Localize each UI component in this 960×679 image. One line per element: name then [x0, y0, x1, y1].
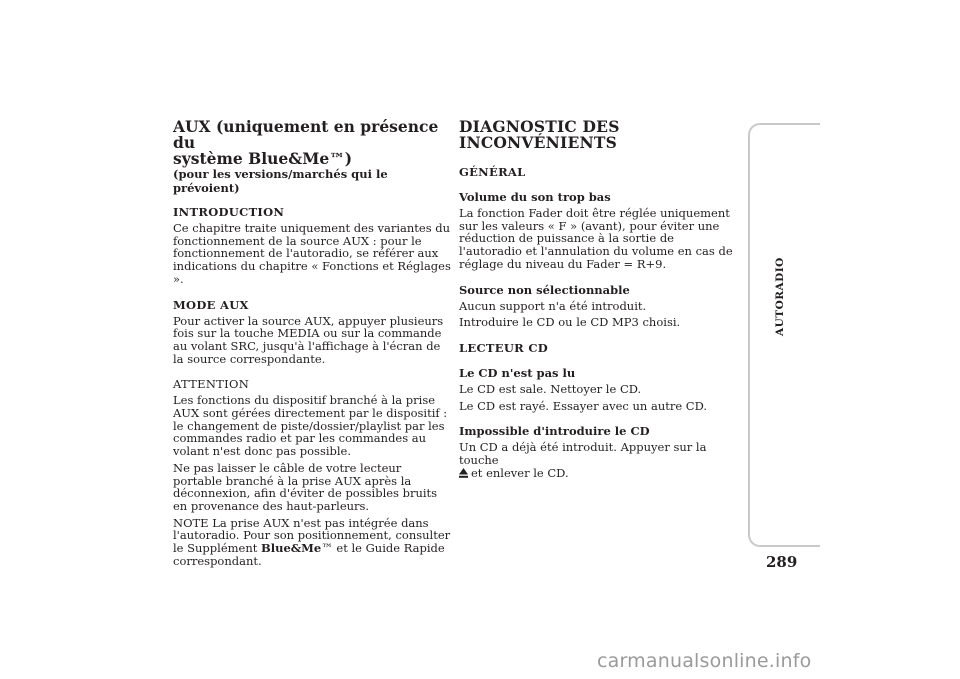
aux-title: AUX (uniquement en présence du système Blue&Me™)	[173, 117, 439, 168]
cd-not-read-heading: Le CD n'est pas lu	[459, 365, 576, 380]
source-heading: Source non sélectionnable	[459, 282, 630, 297]
intro-heading: INTRODUCTION	[173, 205, 285, 219]
mode-aux-heading: MODE AUX	[173, 297, 249, 312]
attention-text-2: Ne pas laisser le câble de votre lecteur portable branché à la prise AUX après la déconnexion, afin d'éviter de possibles bruits en provenance des haut-parleurs.	[173, 460, 438, 513]
cd-player-heading: LECTEUR CD	[459, 340, 549, 355]
cd-not-read-text-2: Le CD est rayé. Essayer avec un autre CD.	[459, 398, 708, 413]
volume-text: La fonction Fader doit être réglée uniquement sur les valeurs « F » (avant), pour éviter une réduction de puissance à la sortie de l'autoradio et l'annulation du volume en cas de réglage du niveau du Fader = R+9.	[459, 206, 733, 271]
attention-text-1: Les fonctions du dispositif branché à la prise AUX sont gérées directement par le dispositif : le changement de piste/dossier/playlist par les commandes radio et par les commandes au volant n'est donc pas possible.	[173, 393, 448, 459]
diagnostic-title: DIAGNOSTIC DES INCONVÉNIENTS	[459, 117, 620, 152]
aux-subtitle: (pour les versions/marchés qui le prévoient)	[173, 167, 388, 195]
mode-aux-text: Pour activer la source AUX, appuyer plusieurs fois sur la touche MEDIA ou sur la commande au volant SRC, jusqu'à l'affichage à l'écran de la source correspondante.	[173, 313, 444, 366]
right-column	[459, 119, 739, 483]
cd-insert-text: Un CD a déjà été introduit. Appuyer sur la touche et enlever le CD.	[459, 440, 707, 480]
page-number: 289	[766, 553, 798, 571]
source-text-2: Introduire le CD ou le CD MP3 choisi.	[459, 315, 681, 330]
source-text-1: Aucun support n'a été introduit.	[459, 298, 647, 313]
general-heading: GÉNÉRAL	[459, 165, 526, 179]
cd-not-read-text-1: Le CD est sale. Nettoyer le CD.	[459, 381, 642, 396]
note-text: NOTE La prise AUX n'est pas intégrée dans l'autoradio. Pour son positionnement, consulter le Supplément Blue&Me™ et le Guide Rapide correspondant.	[173, 515, 451, 568]
left-column	[173, 119, 453, 571]
intro-text: Ce chapitre traite uniquement des variantes du fonctionnement de la source AUX : pour le fonctionnement de l'autoradio, se référer aux indications du chapitre « Fonctions et Réglages ».	[173, 221, 451, 286]
watermark: carmanualsonline.info	[597, 650, 812, 672]
eject-icon	[459, 468, 468, 478]
cd-insert-heading: Impossible d'introduire le CD	[459, 424, 650, 439]
volume-heading: Volume du son trop bas	[459, 190, 611, 204]
attention-heading: ATTENTION	[173, 377, 250, 392]
chapter-tab-label: AUTORADIO	[774, 257, 786, 336]
